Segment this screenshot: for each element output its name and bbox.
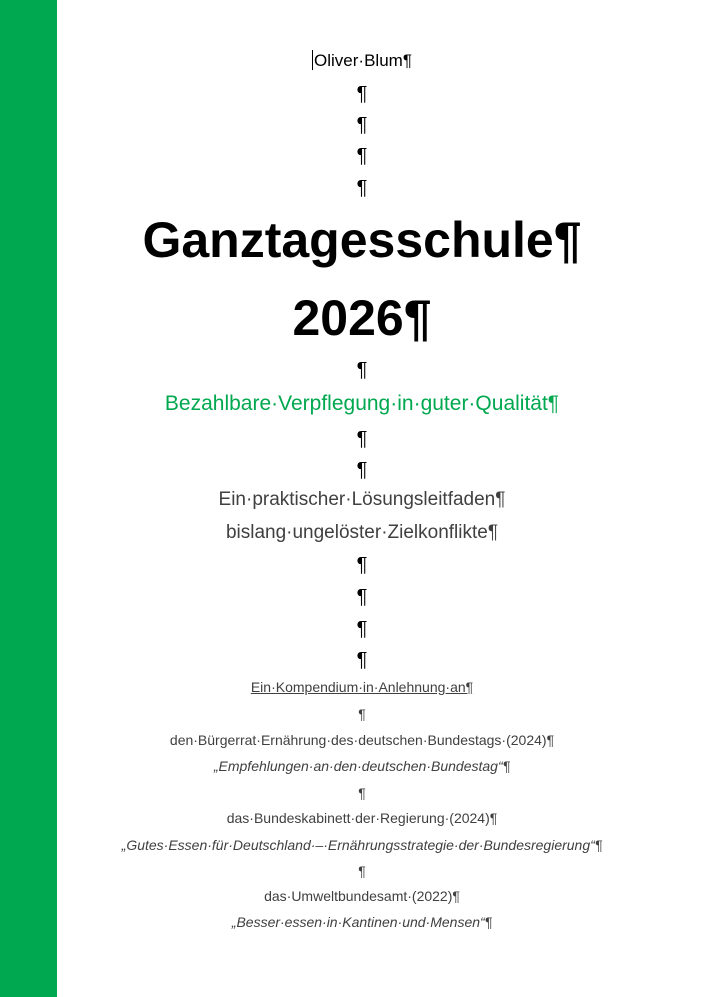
title-line-1: Ganztagesschule¶: [142, 212, 582, 268]
tagline-2: bislang·ungelöster·Zielkonflikte¶: [225, 522, 499, 543]
source-2-title: „Gutes·Essen·für·Deutschland·–·Ernährungsstrategie·der·Bundesregierung“¶: [121, 837, 603, 853]
source-3: das·Umweltbundesamt·(2022)¶: [264, 888, 460, 904]
source-2: das·Bundeskabinett·der·Regierung·(2024)¶: [226, 810, 498, 826]
title-line-2: 2026¶: [292, 290, 432, 346]
author-name: Oliver·Blum¶: [314, 51, 412, 70]
source-1-title: „Empfehlungen·an·den·deutschen·Bundestag“¶: [213, 758, 511, 774]
empty-paragraph: ¶: [356, 459, 368, 481]
document-page[interactable]: [57, 0, 702, 997]
author-line[interactable]: [57, 50, 667, 71]
subtitle: Bezahlbare·Verpflegung·in·guter·Qualität¶: [164, 392, 560, 415]
empty-paragraph: ¶: [356, 83, 368, 105]
empty-paragraph: ¶: [356, 618, 368, 640]
text-cursor: [312, 50, 313, 70]
compendium-heading: Ein·Kompendium·in·Anlehnung·an¶: [250, 679, 474, 695]
empty-paragraph: ¶: [356, 649, 368, 671]
source-3-title: „Besser·essen·in·Kantinen·und·Mensen“¶: [231, 914, 493, 930]
empty-paragraph: ¶: [356, 177, 368, 199]
empty-paragraph: ¶: [356, 114, 368, 136]
empty-paragraph: ¶: [356, 145, 368, 167]
empty-paragraph: ¶: [358, 863, 366, 879]
empty-paragraph: ¶: [358, 785, 366, 801]
empty-paragraph: ¶: [358, 706, 366, 722]
tagline-1: Ein·praktischer·Lösungsleitfaden¶: [218, 489, 506, 510]
empty-paragraph: ¶: [356, 428, 368, 450]
empty-paragraph: ¶: [356, 359, 368, 381]
empty-paragraph: ¶: [356, 554, 368, 576]
green-sidebar-bar: [0, 0, 57, 997]
empty-paragraph: ¶: [356, 586, 368, 608]
source-1: den·Bürgerrat·Ernährung·des·deutschen·Bundestags·(2024)¶: [169, 732, 555, 748]
